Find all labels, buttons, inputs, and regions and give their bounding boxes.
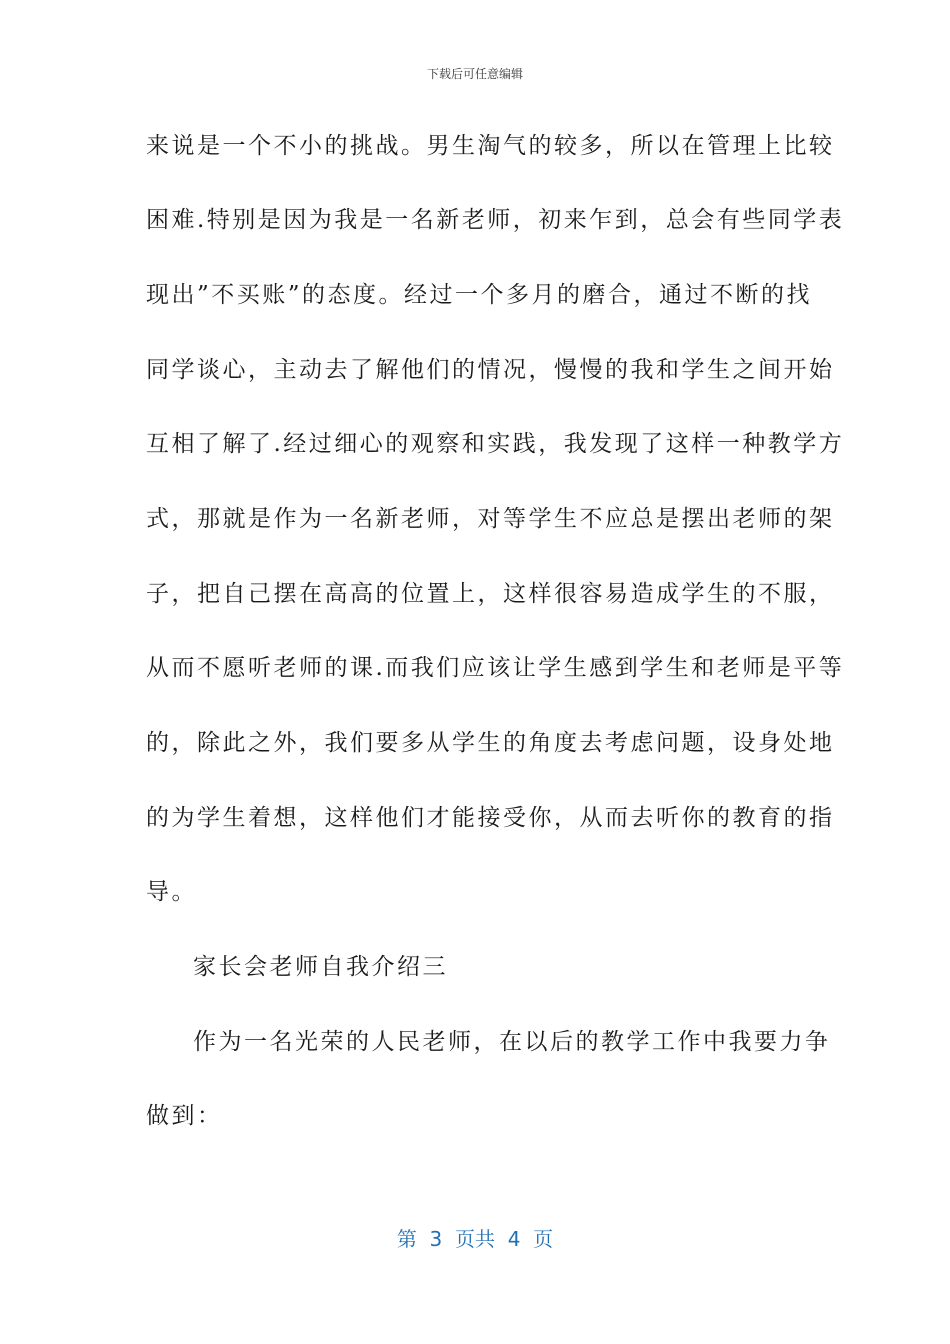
paragraph-line: 现出”不买账”的态度。经过一个多月的磨合，通过不断的找 <box>146 282 813 308</box>
page-number-footer: 第 3 页共 4 页 <box>396 1227 554 1251</box>
paragraph-line: 来说是一个不小的挑战。男生淘气的较多，所以在管理上比较 <box>146 133 835 159</box>
paragraph-line: 从而不愿听老师的课.而我们应该让学生感到学生和老师是平等 <box>146 655 845 681</box>
paragraph-line: 导。 <box>146 879 197 905</box>
paragraph-line: 互相了解了.经过细心的观察和实践，我发现了这样一种教学方 <box>146 431 845 457</box>
section-heading: 家长会老师自我介绍三 <box>193 954 448 980</box>
page-header: 下载后可任意编辑 <box>426 67 523 81</box>
paragraph-line: 同学谈心，主动去了解他们的情况，慢慢的我和学生之间开始 <box>146 357 835 383</box>
paragraph-line: 子，把自己摆在高高的位置上，这样很容易造成学生的不服， <box>146 581 835 607</box>
paragraph-line: 的为学生着想，这样他们才能接受你，从而去听你的教育的指 <box>146 805 835 831</box>
paragraph-line: 式，那就是作为一名新老师，对等学生不应总是摆出老师的架 <box>146 506 835 532</box>
paragraph-line: 作为一名光荣的人民老师，在以后的教学工作中我要力争 <box>193 1029 831 1055</box>
paragraph-line: 做到： <box>146 1103 223 1129</box>
paragraph-line: 困难.特别是因为我是一名新老师，初来乍到，总会有些同学表 <box>146 207 845 233</box>
paragraph-line: 的，除此之外，我们要多从学生的角度去考虑问题，设身处地 <box>146 730 835 756</box>
